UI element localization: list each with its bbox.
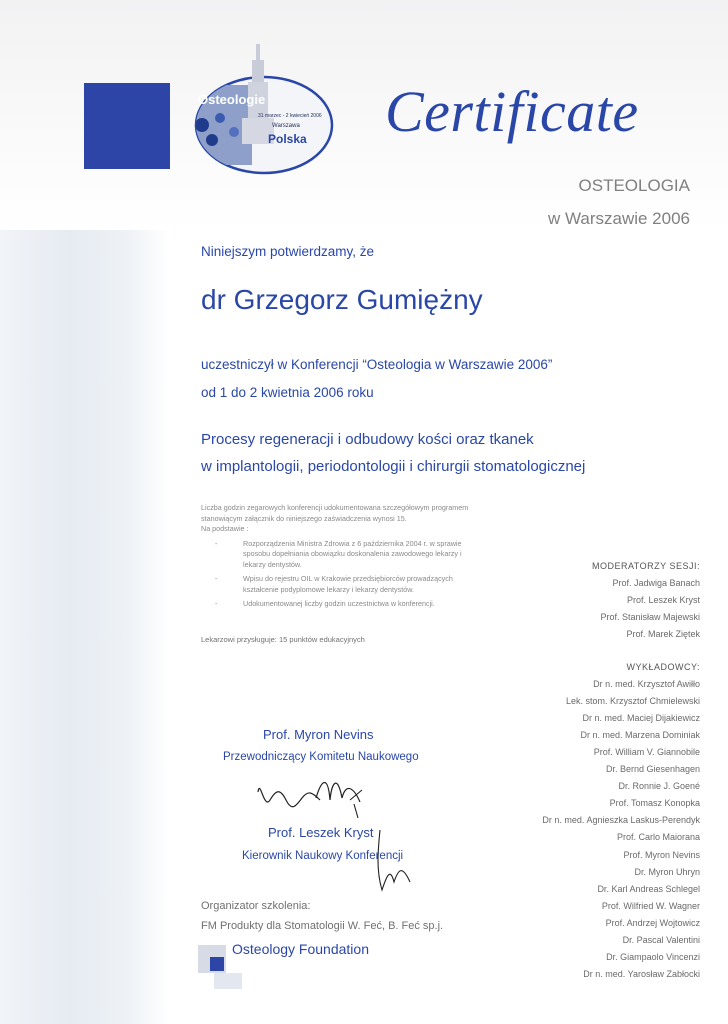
lecturer-name: Prof. Tomasz Konopka bbox=[609, 798, 700, 809]
lecturer-name: Dr n. med. Agnieszka Laskus-Perendyk bbox=[542, 815, 700, 826]
moderator-name: Prof. Marek Ziętek bbox=[626, 628, 700, 639]
lecturer-name: Prof. Andrzej Wojtowicz bbox=[605, 917, 700, 928]
moderators-heading: MODERATORZY SESJI: bbox=[591, 561, 700, 571]
signatory-2-name: Prof. Leszek Kryst bbox=[268, 825, 374, 840]
fineprint-item: - Rozporządzenia Ministra Zdrowia z 6 października 2004 r. w sprawie sposobu dopełniania obowiązku doskonalenia zawodowego lekarzy i lekarzy dentystów. bbox=[243, 539, 486, 571]
fineprint-item: - Wpisu do rejestru OIL w Krakowie przedsiębiorców prowadzących kształcenie podyplomowe lekarzy i lekarzy dentystów. bbox=[243, 574, 486, 595]
event-name: OSTEOLOGIA bbox=[578, 176, 690, 195]
fineprint-paragraph: Liczba godzin zegarowych konferencji udokumentowana szczegółowym programem stanowiącym załącznik do niniejszego zaświadczenia wynosi 15. bbox=[201, 503, 469, 523]
lecturer-name: Dr. Pascal Valentini bbox=[622, 934, 700, 945]
lecturer-name: Prof. Carlo Maiorana bbox=[616, 832, 700, 843]
lecturer-name: Dr. Giampaolo Vincenzi bbox=[606, 951, 700, 962]
lecturer-name: Prof. Myron Nevins bbox=[623, 849, 700, 860]
certificate-title: Certificate bbox=[385, 79, 639, 144]
logo-country: Polska bbox=[268, 132, 307, 146]
moderator-name: Prof. Jadwiga Banach bbox=[612, 577, 700, 588]
lecturer-name: Dr. Myron Uhryn bbox=[634, 866, 700, 877]
lecturer-name: Dr. Karl Andreas Schlegel bbox=[597, 883, 700, 894]
moderator-name: Prof. Stanisław Majewski bbox=[600, 611, 700, 622]
logo-city: Warszawa bbox=[272, 123, 300, 129]
lecturer-name: Dr n. med. Marzena Dominiak bbox=[580, 730, 700, 741]
signatory-1-role: Przewodniczący Komitetu Naukowego bbox=[223, 751, 419, 763]
education-points: Lekarzowi przysługuje: 15 punktów edukacyjnych bbox=[201, 635, 365, 644]
organizer-label: Organizator szkolenia: bbox=[201, 900, 311, 912]
lecturer-name: Dr. Ronnie J. Goené bbox=[618, 781, 700, 792]
logo-date: 31 marzec - 2 kwiecień 2006 bbox=[258, 113, 322, 119]
intro-text: Niniejszym potwierdzamy, że bbox=[201, 244, 375, 259]
participation-text: uczestniczył w Konferencji “Osteologia w Warszawie 2006” bbox=[201, 357, 553, 372]
topic-line-2: w implantologii, periodontologii i chirurgii stomatologicznej bbox=[201, 458, 586, 475]
signatory-1-name: Prof. Myron Nevins bbox=[263, 727, 374, 742]
event-place-year: w Warszawie 2006 bbox=[547, 209, 690, 228]
conference-dates: od 1 do 2 kwietnia 2006 roku bbox=[201, 385, 374, 400]
organizer-name: FM Produkty dla Stomatologii W. Feć, B. Feć sp.j. bbox=[201, 920, 444, 932]
lecturer-name: Dr. Bernd Giesenhagen bbox=[605, 764, 700, 775]
fineprint-block bbox=[201, 503, 486, 614]
lecturer-name: Dr n. med. Krzysztof Awiłło bbox=[593, 679, 700, 690]
foundation-name: Osteology Foundation bbox=[232, 941, 369, 957]
moderator-name: Prof. Leszek Kryst bbox=[626, 594, 700, 605]
moderators-list bbox=[592, 558, 700, 643]
lecturer-name: Lek. stom. Krzysztof Chmielewski bbox=[565, 696, 700, 707]
lecturers-heading: WYKŁADOWCY: bbox=[626, 662, 700, 672]
fineprint-item: - Udokumentowanej liczby godzin uczestnictwa w konferencji. bbox=[243, 599, 486, 610]
lecturer-name: Dr n. med. Yarosław Zabłocki bbox=[583, 968, 700, 979]
conference-logo bbox=[172, 30, 337, 175]
fineprint-list bbox=[201, 539, 486, 610]
fineprint-basis: Na podstawie : bbox=[201, 524, 249, 533]
recipient-name: dr Grzegorz Gumiężny bbox=[201, 284, 483, 315]
lecturer-name: Dr n. med. Maciej Dijakiewicz bbox=[582, 713, 700, 724]
signatory-2-role: Kierownik Naukowy Konferencji bbox=[242, 850, 404, 862]
lecturer-name: Prof. Wilfried W. Wagner bbox=[601, 900, 700, 911]
blue-accent-block bbox=[84, 83, 170, 169]
lecturers-list bbox=[542, 659, 700, 983]
topic-line-1: Procesy regeneracji i odbudowy kości oraz tkanek bbox=[201, 431, 534, 448]
logo-word: Osteologie bbox=[198, 92, 266, 107]
lecturer-name: Prof. William V. Giannobile bbox=[593, 747, 700, 758]
